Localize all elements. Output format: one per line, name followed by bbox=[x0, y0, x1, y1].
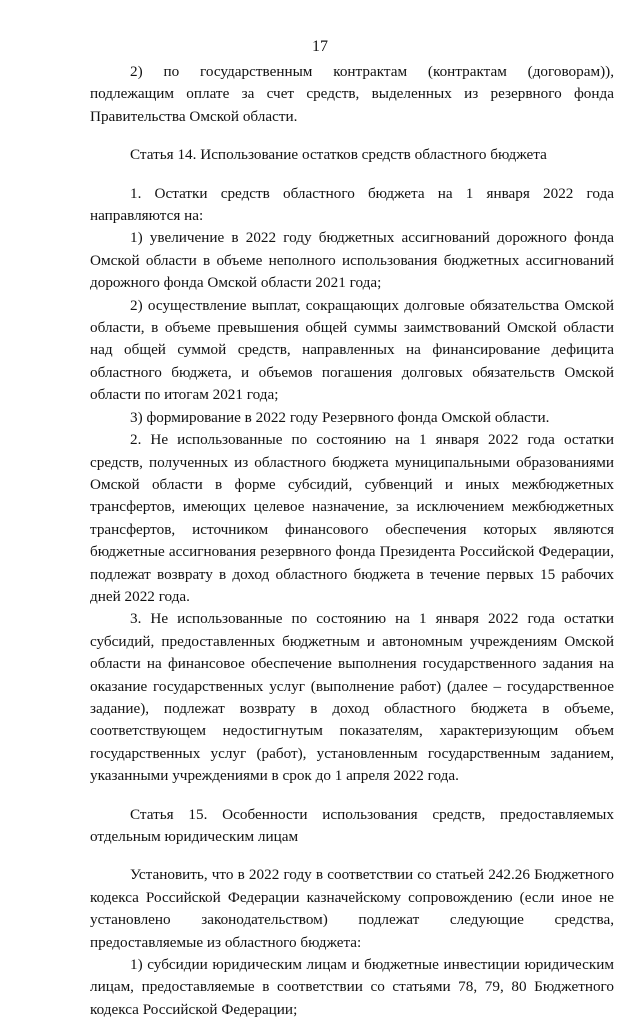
article-15-item-1: 1) субсидии юридическим лицам и бюджетные инвестиции юридическим лицам, предоставляемые в соответствии со статьями 78, 79, 80 Бюджетного кодекса Российской Федерации; bbox=[90, 956, 614, 1018]
article-14-clause-3: 3. Не использованные по состоянию на 1 января 2022 года остатки субсидий, предоставленных бюджетным и автономным учреждениям Омской области на финансовое обеспечение выполнения государственного задания на оказание государственных услуг (выполнение работ) (далее – государственное задание), подлежат возврату в доход областного бюджета в объеме, соответствующем недостигнутым показателям, характеризующим объем государственных услуг (работ), установленным государственным заданием, указанными учреждениями в срок до 1 апреля 2022 года. bbox=[90, 610, 614, 785]
article-14-clause-1-item-1: 1) увеличение в 2022 году бюджетных ассигнований дорожного фонда Омской области в объеме неполного использования бюджетных ассигнований дорожного фонда Омской области 2021 года; bbox=[90, 229, 614, 292]
article-14-clause-2: 2. Не использованные по состоянию на 1 января 2022 года остатки средств, полученных из областного бюджета муниципальными образованиями Омской области в форме субсидий, субвенций и иных межбюджетных трансфертов, имеющих целевое назначение, за исключением межбюджетных трансфертов, источником финансового обеспечения которых являются бюджетные ассигнования резервного фонда Президента Российской Федерации, подлежат возврату в доход областного бюджета в течение первых 15 рабочих дней 2022 года. bbox=[90, 431, 614, 605]
article-15-heading: Статья 15. Особенности использования средств, предоставляемых отдельным юридическим лицам bbox=[90, 805, 614, 845]
page-number: 17 bbox=[312, 38, 328, 55]
article-15-intro: Установить, что в 2022 году в соответствии со статьей 242.26 Бюджетного кодекса Российской Федерации казначейскому сопровождению (если иное не установлено законодательством) подлежат следующие средства, предоставляемые из областного бюджета: bbox=[90, 866, 614, 951]
article-14-clause-1-item-3: 3) формирование в 2022 году Резервного фонда Омской области. bbox=[130, 408, 550, 426]
paragraph-contracts-item-2: 2) по государственным контрактам (контрактам (договорам)), подлежащим оплате за счет средств, выделенных из резервного фонда Правительства Омской области. bbox=[90, 63, 614, 125]
article-14-clause-1: 1. Остатки средств областного бюджета на 1 января 2022 года направляются на: bbox=[90, 184, 614, 225]
article-14-heading: Статья 14. Использование остатков средств областного бюджета bbox=[130, 146, 547, 164]
document-body bbox=[90, 61, 614, 1021]
article-14-clause-1-item-2: 2) осуществление выплат, сокращающих долговые обязательства Омской области, в объеме превышения общей суммы заимствований Омской области над общей суммой средств, направленных на финансирование дефицита областного бюджета, и объемов погашения долговых обязательств Омской области по итогам 2021 года; bbox=[90, 296, 614, 404]
